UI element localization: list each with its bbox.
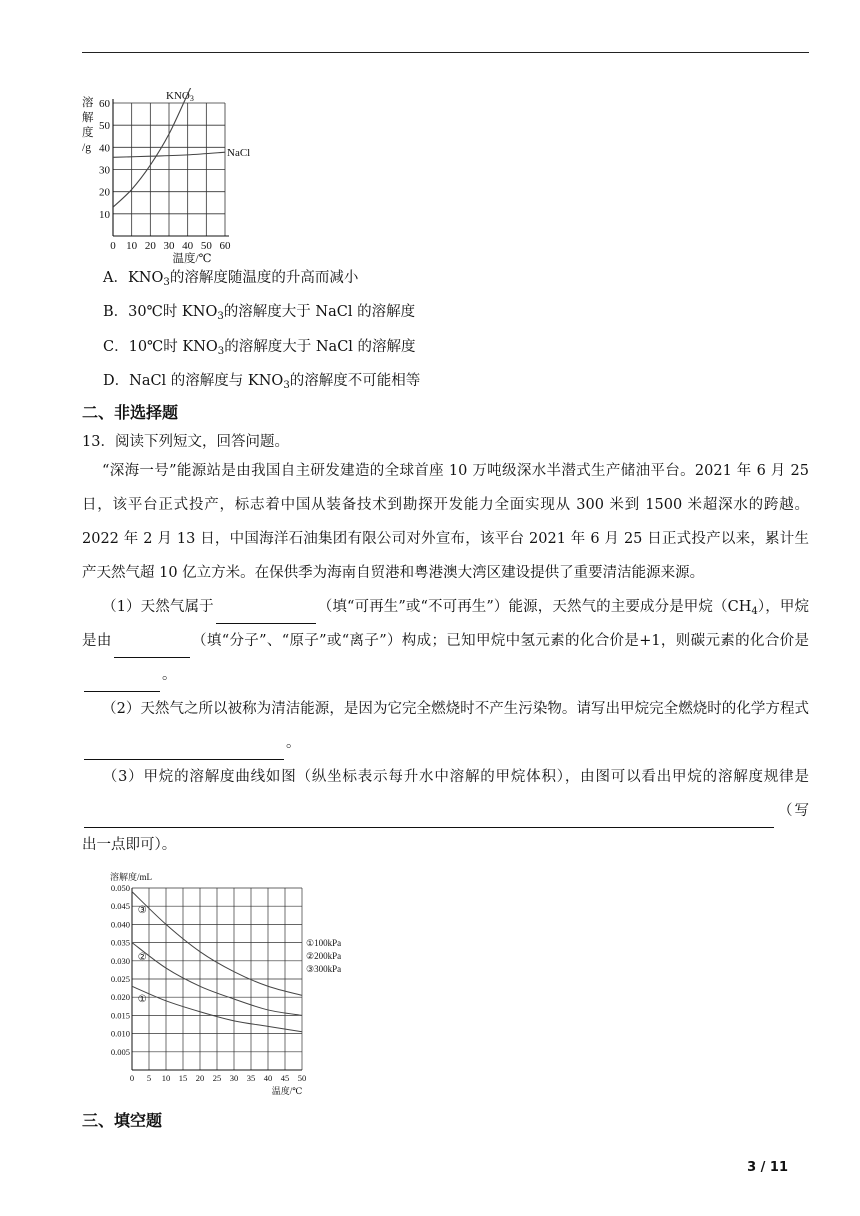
y-tick-label: 0.040 [110,919,130,930]
y-axis-label: /g [82,142,91,154]
y-tick-label: 0.050 [110,883,130,893]
y-tick-label: 0.005 [110,1046,130,1057]
series-label-nacl: NaCl [227,147,251,160]
question-13-stem: 13．阅读下列短文，回答问题。 [82,434,289,450]
y-tick-label: 0.025 [110,974,130,984]
x-tick-label: 35 [246,1073,256,1083]
passage: “深海一号”能源站是由我国自主研发建造的全球首座 10 万吨级深水半潜式生产储油平台。2021 年 6 月 25 日，该平台正式投产，标志着中国从装备技术到勘探开发能力全面实现从 300 米到 1500 米超深水的跨越。2022 年 2 月 13 日，中国海洋石油集团有限公司对外宣布，该平台 2021 年 6 月 25 日正式投产以来，累计生产天然气超 10 亿立方米。在保供季为海南自贸港和粤港澳大湾区建设提供了重要清洁能源来源。 [82,463,809,581]
y-tick-label: 60 [99,98,110,110]
x-tick-label: 10 [126,240,138,252]
curve-label-2: ② [137,952,147,964]
methane-solubility-chart [92,868,372,1100]
x-axis-label: 温度/℃ [172,253,212,264]
legend-entry-2: ②200kPa [306,951,342,961]
x-tick-label: 0 [129,1073,135,1083]
answer-blank-2[interactable] [114,639,190,658]
x-tick-label: 40 [263,1073,273,1083]
curve-label-1: ① [137,994,147,1006]
header-rule [82,52,809,53]
x-tick-label: 5 [146,1073,152,1083]
y-tick-label: 10 [99,208,110,221]
y-tick-label: 0.020 [110,992,130,1003]
x-tick-label: 60 [219,240,231,252]
x-tick-label: 50 [200,240,212,252]
y-tick-label: 20 [99,186,110,199]
y-axis-label: 溶解度/mL [110,872,152,882]
option-c: C．10℃时 $KNO_3$的溶解度大于 NaCl 的溶解度 [103,339,416,357]
page-number: 3 / 11 [747,1160,788,1175]
answer-blank-1[interactable] [216,605,316,624]
answer-blank-5[interactable] [84,809,774,828]
option-b: B．30℃时 $KNO_3$的溶解度大于 NaCl 的溶解度 [103,304,416,322]
x-tick-label: 30 [163,240,175,252]
y-axis-label: 解 [82,112,94,124]
section-heading-2: 二、非选择题 [82,403,179,422]
x-tick-label: 25 [212,1073,222,1083]
x-tick-label: 15 [178,1073,188,1083]
y-tick-label: 0.010 [110,1028,130,1039]
legend-entry-1: ①100kPa [306,938,342,948]
answer-blank-4[interactable] [84,741,284,760]
y-tick-label: 40 [99,142,110,155]
option-d: D．NaCl 的溶解度与 $KNO_3$的溶解度不可能相等 [103,373,421,391]
y-tick-label: 50 [99,120,110,133]
x-tick-label: 45 [280,1073,290,1083]
kno3-nacl-solubility-chart [80,88,260,264]
answer-blank-3[interactable] [84,673,160,692]
series-label-kno3: KNO3 [166,90,194,103]
option-a: A．$KNO_3$的溶解度随温度的升高而减小 [103,270,359,288]
question-13-3: （3）甲烷的溶解度曲线如图（纵坐标表示每升水中溶解的甲烷体积），由图可以看出甲烷的溶解度规律是（写出一点即可）。 [82,769,809,853]
y-tick-label: 30 [99,164,110,177]
y-tick-label: 0.035 [110,937,130,948]
curve-label-3: ③ [137,904,147,916]
y-axis-label: 度 [82,127,94,139]
x-tick-label: 10 [161,1073,171,1083]
x-tick-label: 20 [195,1073,205,1083]
y-tick-label: 0.015 [110,1010,130,1021]
y-tick-label: 0.030 [110,955,130,966]
x-tick-label: 0 [110,240,116,252]
x-axis-label: 温度/℃ [271,1086,303,1096]
y-tick-label: 0.045 [110,901,130,912]
y-axis-label: 溶 [82,97,94,109]
x-tick-label: 20 [144,240,156,252]
legend-entry-3: ③300kPa [306,964,342,974]
x-tick-label: 30 [229,1073,239,1083]
section-heading-3: 三、填空题 [82,1111,163,1130]
x-tick-label: 50 [297,1073,307,1083]
question-13-2: （2）天然气之所以被称为清洁能源，是因为它完全燃烧时不产生污染物。请写出甲烷完全燃烧时的化学方程式。 [82,692,809,760]
question-13-1: （1）天然气属于 （填“可再生”或“不可再生”）能源，天然气的主要成分是甲烷$(CH_4)$，甲烷是由 （填“分子”、“原子”或“离子”）构成；已知甲烷中氢元素的化合价是+1，则碳元素的化合价是。 [82,590,809,692]
x-tick-label: 40 [182,240,194,252]
